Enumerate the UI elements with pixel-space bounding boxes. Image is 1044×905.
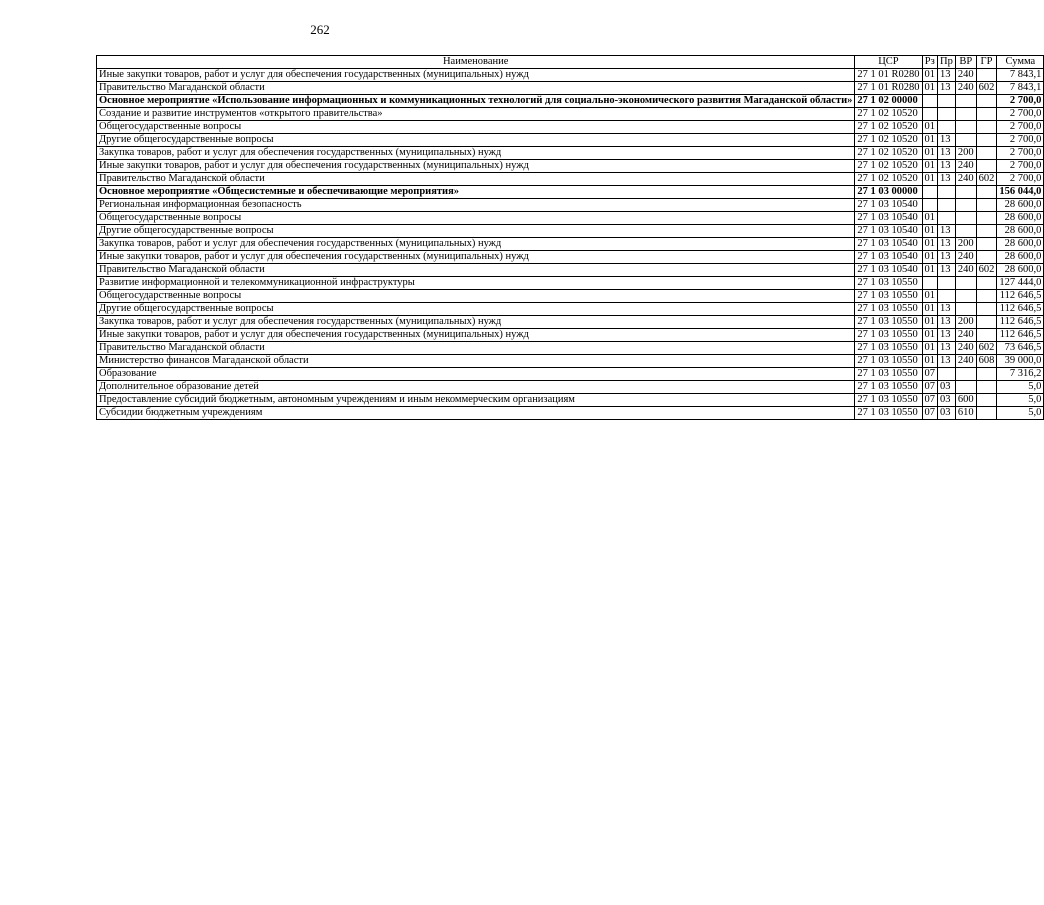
cell-name: Закупка товаров, работ и услуг для обеспечения государственных (муниципальных) нужд <box>97 316 855 329</box>
cell-vr: 200 <box>955 147 976 160</box>
cell-rz: 01 <box>922 303 938 316</box>
cell-rz: 01 <box>922 264 938 277</box>
cell-name: Общегосударственные вопросы <box>97 121 855 134</box>
cell-pr: 13 <box>938 316 956 329</box>
cell-pr <box>938 199 956 212</box>
cell-rz: 07 <box>922 368 938 381</box>
cell-pr: 03 <box>938 381 956 394</box>
table-row <box>97 199 1044 212</box>
cell-rz: 07 <box>922 407 938 420</box>
cell-csr: 27 1 02 10520 <box>855 173 922 186</box>
cell-gr <box>976 251 997 264</box>
table-row <box>97 381 1044 394</box>
cell-rz: 01 <box>922 329 938 342</box>
cell-csr: 27 1 01 R0280 <box>855 82 922 95</box>
cell-gr <box>976 303 997 316</box>
cell-rz: 01 <box>922 69 938 82</box>
cell-gr <box>976 69 997 82</box>
cell-rz: 07 <box>922 394 938 407</box>
cell-vr <box>955 199 976 212</box>
cell-rz: 01 <box>922 355 938 368</box>
cell-vr: 240 <box>955 264 976 277</box>
cell-name: Основное мероприятие «Использование информационных и коммуникационных технологий для социально-экономического развития Магаданской области» <box>97 95 855 108</box>
cell-name: Дополнительное образование детей <box>97 381 855 394</box>
cell-vr <box>955 121 976 134</box>
cell-sum: 2 700,0 <box>997 95 1044 108</box>
table-row <box>97 134 1044 147</box>
cell-csr: 27 1 02 00000 <box>855 95 922 108</box>
cell-gr <box>976 394 997 407</box>
table-row <box>97 212 1044 225</box>
cell-vr <box>955 225 976 238</box>
cell-rz: 01 <box>922 238 938 251</box>
cell-name: Создание и развитие инструментов «открытого правительства» <box>97 108 855 121</box>
cell-rz <box>922 186 938 199</box>
table-row <box>97 186 1044 199</box>
cell-csr: 27 1 03 10550 <box>855 303 922 316</box>
table-row <box>97 277 1044 290</box>
cell-name: Иные закупки товаров, работ и услуг для обеспечения государственных (муниципальных) нужд <box>97 329 855 342</box>
cell-name: Субсидии бюджетным учреждениям <box>97 407 855 420</box>
cell-pr: 13 <box>938 303 956 316</box>
cell-sum: 7 843,1 <box>997 69 1044 82</box>
header-gr: ГР <box>976 56 997 69</box>
cell-sum: 28 600,0 <box>997 225 1044 238</box>
cell-pr: 13 <box>938 160 956 173</box>
cell-name: Иные закупки товаров, работ и услуг для обеспечения государственных (муниципальных) нужд <box>97 69 855 82</box>
cell-name: Образование <box>97 368 855 381</box>
cell-name: Министерство финансов Магаданской области <box>97 355 855 368</box>
cell-rz: 01 <box>922 147 938 160</box>
cell-gr <box>976 225 997 238</box>
cell-name: Иные закупки товаров, работ и услуг для обеспечения государственных (муниципальных) нужд <box>97 160 855 173</box>
cell-sum: 127 444,0 <box>997 277 1044 290</box>
cell-rz: 01 <box>922 342 938 355</box>
cell-pr: 13 <box>938 82 956 95</box>
table-row <box>97 251 1044 264</box>
table-body <box>97 69 1044 420</box>
cell-vr: 240 <box>955 69 976 82</box>
cell-gr <box>976 407 997 420</box>
header-pr: Пр <box>938 56 956 69</box>
cell-sum: 2 700,0 <box>997 121 1044 134</box>
cell-csr: 27 1 03 10540 <box>855 251 922 264</box>
cell-sum: 2 700,0 <box>997 108 1044 121</box>
cell-name: Закупка товаров, работ и услуг для обеспечения государственных (муниципальных) нужд <box>97 238 855 251</box>
cell-name: Общегосударственные вопросы <box>97 212 855 225</box>
cell-csr: 27 1 03 10540 <box>855 199 922 212</box>
cell-gr <box>976 95 997 108</box>
cell-pr: 03 <box>938 407 956 420</box>
cell-name: Другие общегосударственные вопросы <box>97 303 855 316</box>
table-row <box>97 342 1044 355</box>
cell-csr: 27 1 03 10550 <box>855 394 922 407</box>
cell-csr: 27 1 03 10540 <box>855 212 922 225</box>
cell-gr <box>976 186 997 199</box>
cell-pr <box>938 121 956 134</box>
cell-sum: 5,0 <box>997 381 1044 394</box>
cell-vr <box>955 212 976 225</box>
cell-csr: 27 1 02 10520 <box>855 121 922 134</box>
cell-sum: 28 600,0 <box>997 264 1044 277</box>
cell-name: Правительство Магаданской области <box>97 82 855 95</box>
cell-sum: 73 646,5 <box>997 342 1044 355</box>
cell-vr <box>955 368 976 381</box>
cell-sum: 2 700,0 <box>997 134 1044 147</box>
cell-sum: 28 600,0 <box>997 251 1044 264</box>
cell-vr: 240 <box>955 173 976 186</box>
cell-sum: 28 600,0 <box>997 199 1044 212</box>
table-row <box>97 290 1044 303</box>
cell-pr: 13 <box>938 225 956 238</box>
table-row <box>97 121 1044 134</box>
cell-rz <box>922 95 938 108</box>
cell-rz: 01 <box>922 290 938 303</box>
cell-sum: 156 044,0 <box>997 186 1044 199</box>
cell-csr: 27 1 03 10550 <box>855 381 922 394</box>
cell-pr <box>938 108 956 121</box>
cell-vr: 240 <box>955 251 976 264</box>
cell-name: Региональная информационная безопасность <box>97 199 855 212</box>
cell-sum: 112 646,5 <box>997 303 1044 316</box>
cell-sum: 112 646,5 <box>997 329 1044 342</box>
budget-table <box>96 55 1044 420</box>
cell-csr: 27 1 03 10550 <box>855 368 922 381</box>
cell-pr <box>938 186 956 199</box>
cell-csr: 27 1 03 10540 <box>855 264 922 277</box>
cell-pr <box>938 368 956 381</box>
table-row <box>97 264 1044 277</box>
cell-csr: 27 1 02 10520 <box>855 134 922 147</box>
cell-rz <box>922 199 938 212</box>
cell-gr <box>976 329 997 342</box>
cell-csr: 27 1 03 10550 <box>855 277 922 290</box>
cell-name: Другие общегосударственные вопросы <box>97 134 855 147</box>
cell-name: Правительство Магаданской области <box>97 173 855 186</box>
cell-gr: 602 <box>976 342 997 355</box>
cell-name: Предоставление субсидий бюджетным, автономным учреждениям и иным некоммерческим организациям <box>97 394 855 407</box>
cell-rz: 01 <box>922 160 938 173</box>
table-row <box>97 82 1044 95</box>
cell-vr <box>955 381 976 394</box>
header-vr: ВР <box>955 56 976 69</box>
cell-pr <box>938 277 956 290</box>
cell-gr <box>976 277 997 290</box>
cell-rz: 01 <box>922 225 938 238</box>
table-row <box>97 160 1044 173</box>
table-row <box>97 303 1044 316</box>
cell-vr: 240 <box>955 355 976 368</box>
header-sum: Сумма <box>997 56 1044 69</box>
cell-gr <box>976 212 997 225</box>
cell-sum: 2 700,0 <box>997 173 1044 186</box>
cell-pr <box>938 212 956 225</box>
cell-csr: 27 1 01 R0280 <box>855 69 922 82</box>
cell-vr: 200 <box>955 238 976 251</box>
cell-vr <box>955 303 976 316</box>
cell-csr: 27 1 03 10550 <box>855 355 922 368</box>
cell-gr <box>976 121 997 134</box>
cell-sum: 5,0 <box>997 407 1044 420</box>
cell-gr <box>976 134 997 147</box>
cell-gr <box>976 381 997 394</box>
cell-sum: 2 700,0 <box>997 160 1044 173</box>
cell-pr: 13 <box>938 264 956 277</box>
cell-gr <box>976 147 997 160</box>
cell-gr: 608 <box>976 355 997 368</box>
cell-rz: 01 <box>922 251 938 264</box>
cell-sum: 112 646,5 <box>997 316 1044 329</box>
table-row <box>97 316 1044 329</box>
cell-gr: 602 <box>976 82 997 95</box>
cell-pr: 13 <box>938 173 956 186</box>
cell-pr: 03 <box>938 394 956 407</box>
table-row <box>97 368 1044 381</box>
table-row <box>97 95 1044 108</box>
cell-name: Иные закупки товаров, работ и услуг для обеспечения государственных (муниципальных) нужд <box>97 251 855 264</box>
cell-name: Правительство Магаданской области <box>97 342 855 355</box>
cell-pr: 13 <box>938 69 956 82</box>
cell-vr: 240 <box>955 82 976 95</box>
cell-pr <box>938 290 956 303</box>
table-row <box>97 238 1044 251</box>
cell-vr: 240 <box>955 329 976 342</box>
table-row <box>97 407 1044 420</box>
cell-name: Основное мероприятие «Общесистемные и обеспечивающие мероприятия» <box>97 186 855 199</box>
cell-sum: 2 700,0 <box>997 147 1044 160</box>
table-row <box>97 108 1044 121</box>
cell-csr: 27 1 03 10550 <box>855 316 922 329</box>
cell-pr: 13 <box>938 342 956 355</box>
cell-sum: 28 600,0 <box>997 212 1044 225</box>
cell-csr: 27 1 03 00000 <box>855 186 922 199</box>
cell-rz: 01 <box>922 316 938 329</box>
cell-sum: 7 843,1 <box>997 82 1044 95</box>
cell-sum: 5,0 <box>997 394 1044 407</box>
cell-rz: 07 <box>922 381 938 394</box>
cell-name: Другие общегосударственные вопросы <box>97 225 855 238</box>
cell-sum: 39 000,0 <box>997 355 1044 368</box>
cell-csr: 27 1 03 10540 <box>855 238 922 251</box>
cell-name: Правительство Магаданской области <box>97 264 855 277</box>
cell-csr: 27 1 03 10540 <box>855 225 922 238</box>
table-row <box>97 394 1044 407</box>
cell-gr <box>976 316 997 329</box>
cell-name: Развитие информационной и телекоммуникационной инфраструктуры <box>97 277 855 290</box>
header-rz: Рз <box>922 56 938 69</box>
table-row <box>97 147 1044 160</box>
cell-pr: 13 <box>938 355 956 368</box>
cell-csr: 27 1 03 10550 <box>855 342 922 355</box>
header-row <box>97 56 1044 69</box>
cell-gr: 602 <box>976 264 997 277</box>
cell-vr <box>955 108 976 121</box>
cell-vr <box>955 290 976 303</box>
table-row <box>97 225 1044 238</box>
header-csr: ЦСР <box>855 56 922 69</box>
cell-gr: 602 <box>976 173 997 186</box>
cell-pr: 13 <box>938 251 956 264</box>
cell-rz: 01 <box>922 173 938 186</box>
table-row <box>97 173 1044 186</box>
cell-vr: 610 <box>955 407 976 420</box>
cell-name: Закупка товаров, работ и услуг для обеспечения государственных (муниципальных) нужд <box>97 147 855 160</box>
cell-vr: 200 <box>955 316 976 329</box>
cell-csr: 27 1 03 10550 <box>855 407 922 420</box>
cell-vr <box>955 186 976 199</box>
cell-vr <box>955 277 976 290</box>
cell-rz: 01 <box>922 212 938 225</box>
cell-vr: 240 <box>955 160 976 173</box>
cell-csr: 27 1 03 10550 <box>855 329 922 342</box>
cell-csr: 27 1 02 10520 <box>855 108 922 121</box>
cell-rz: 01 <box>922 134 938 147</box>
cell-rz: 01 <box>922 82 938 95</box>
cell-gr <box>976 160 997 173</box>
cell-pr: 13 <box>938 147 956 160</box>
cell-rz <box>922 277 938 290</box>
header-name: Наименование <box>97 56 855 69</box>
cell-pr <box>938 95 956 108</box>
cell-gr <box>976 199 997 212</box>
cell-gr <box>976 108 997 121</box>
cell-csr: 27 1 02 10520 <box>855 160 922 173</box>
cell-rz: 01 <box>922 121 938 134</box>
cell-vr <box>955 95 976 108</box>
cell-pr: 13 <box>938 329 956 342</box>
cell-csr: 27 1 03 10550 <box>855 290 922 303</box>
cell-sum: 28 600,0 <box>997 238 1044 251</box>
cell-sum: 112 646,5 <box>997 290 1044 303</box>
cell-gr <box>976 238 997 251</box>
table-row <box>97 329 1044 342</box>
cell-vr <box>955 134 976 147</box>
cell-vr: 240 <box>955 342 976 355</box>
cell-vr: 600 <box>955 394 976 407</box>
cell-gr <box>976 368 997 381</box>
cell-pr: 13 <box>938 238 956 251</box>
cell-rz <box>922 108 938 121</box>
cell-name: Общегосударственные вопросы <box>97 290 855 303</box>
table-row <box>97 355 1044 368</box>
page-number: 262 <box>310 22 330 37</box>
cell-sum: 7 316,2 <box>997 368 1044 381</box>
cell-pr: 13 <box>938 134 956 147</box>
cell-gr <box>976 290 997 303</box>
cell-csr: 27 1 02 10520 <box>855 147 922 160</box>
table-row <box>97 69 1044 82</box>
